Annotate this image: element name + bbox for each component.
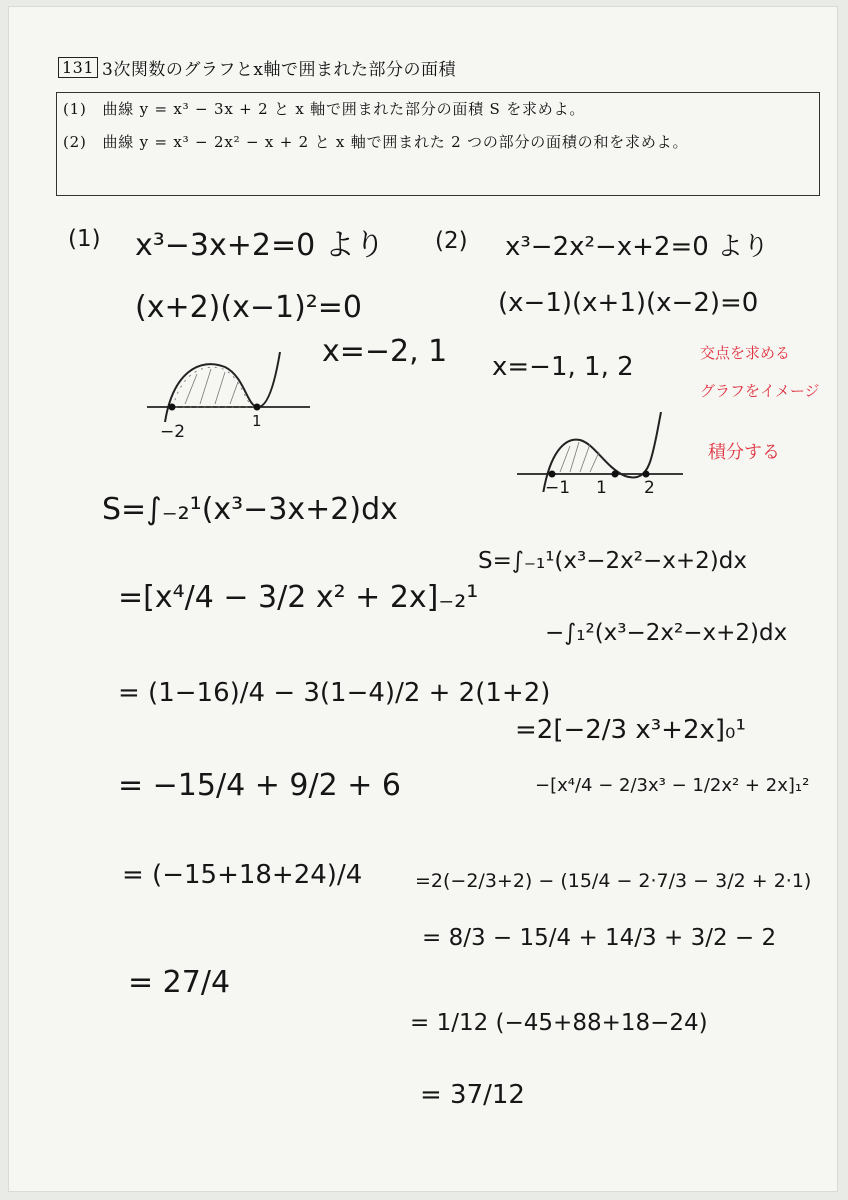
part-2-substitution: =2(−2/3+2) − (15/4 − 2·7/3 − 3/2 + 2·1) (415, 870, 812, 892)
part-1-simplify: = −15/4 + 9/2 + 6 (118, 768, 401, 803)
part-1-label: (1) (68, 226, 101, 252)
problem-1-text: (1) 曲線 y = x³ − 3x + 2 と x 軸で囲まれた部分の面積 S を求めよ。 (63, 100, 586, 118)
part-2-equation: x³−2x²−x+2=0 より (505, 232, 770, 262)
part-2-roots: x=−1, 1, 2 (492, 352, 634, 382)
part-1-common-denominator: = (−15+18+24)/4 (122, 860, 363, 890)
part-2-answer: = 37/12 (420, 1080, 525, 1110)
part-2-graph-label-neg1: −1 (545, 478, 571, 498)
part-2-simplify: = 8/3 − 15/4 + 14/3 + 3/2 − 2 (422, 925, 777, 951)
problem-title: 3次関数のグラフとx軸で囲まれた部分の面積 (102, 60, 456, 80)
part-1-graph-label-1: 1 (252, 412, 262, 430)
part-2-antiderivative-2: −[x⁴/4 − 2/3x³ − 1/2x² + 2x]₁² (535, 775, 810, 796)
part-1-factored: (x+2)(x−1)²=0 (135, 290, 363, 325)
part-2-integral-1: S=∫₋₁¹(x³−2x²−x+2)dx (478, 548, 747, 574)
part-2-integral-2: −∫₁²(x³−2x²−x+2)dx (545, 620, 788, 646)
note-find-intersections: 交点を求める (700, 344, 791, 362)
part-1-graph-sketch (145, 352, 325, 432)
part-2-factored: (x−1)(x+1)(x−2)=0 (498, 288, 759, 318)
part-2-label: (2) (435, 228, 468, 254)
problem-2-text: (2) 曲線 y = x³ − 2x² − x + 2 と x 軸で囲まれた 2 つの部分の面積の和を求めよ。 (63, 133, 689, 151)
part-1-substitution: = (1−16)/4 − 3(1−4)/2 + 2(1+2) (118, 678, 551, 708)
part-2-common-denominator: = 1/12 (−45+88+18−24) (410, 1010, 708, 1036)
problem-number: 131 (58, 57, 98, 78)
part-1-graph-label-neg2: −2 (160, 422, 186, 442)
part-1-roots: x=−2, 1 (322, 334, 448, 369)
problem-statement-box (56, 92, 820, 196)
part-1-equation: x³−3x+2=0 より (135, 228, 385, 263)
note-imagine-graph: グラフをイメージ (700, 382, 820, 400)
part-1-answer: = 27/4 (128, 965, 231, 1000)
problem-header (58, 55, 828, 80)
part-2-antiderivative-1: =2[−2/3 x³+2x]₀¹ (515, 715, 746, 745)
part-2-graph-label-1: 1 (596, 478, 607, 498)
part-2-graph-label-2: 2 (644, 478, 655, 498)
note-integrate: 積分する (708, 442, 780, 463)
part-1-antiderivative: =[x⁴/4 − 3/2 x² + 2x]₋₂¹ (118, 580, 479, 615)
part-1-integral: S=∫₋₂¹(x³−3x+2)dx (102, 492, 398, 527)
